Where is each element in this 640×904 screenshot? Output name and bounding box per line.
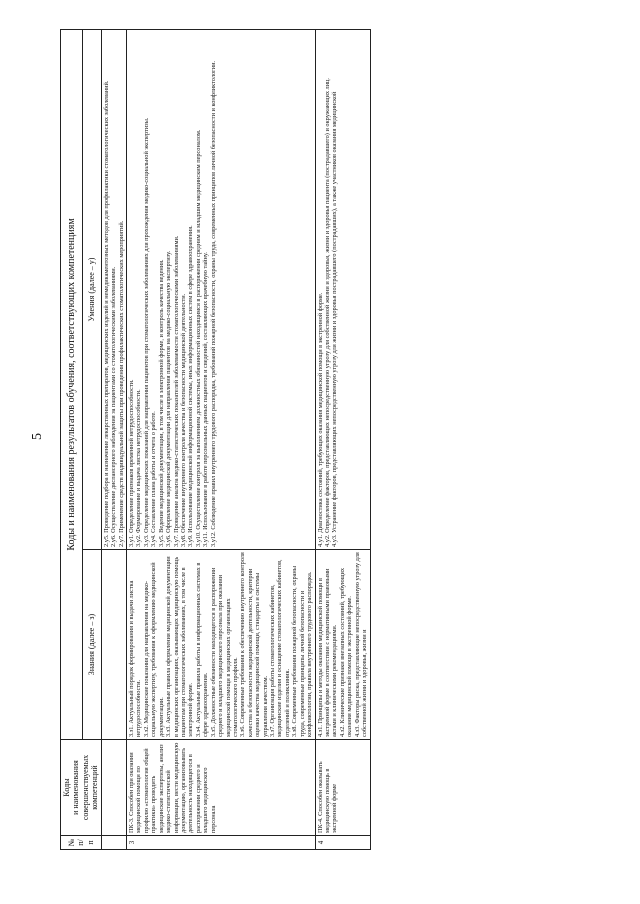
table-row <box>315 29 370 849</box>
header-skills: Умения (далее – у) <box>83 29 102 549</box>
knowledge-cell: 3.з1. Актуальный порядок формирования и выдачи листка нетрудоспособности. 3.з2. Медицинские показания для направления на медико-социальную экспертизу, требования к оформлению медицинской документации. 3.з3. Актуальные правила оформления медицинской документации в медицинских организациях, оказывающих медицинскую помощь пациентам при стоматологических заболеваниях, в том числе в электронной форме. 3.з4. Актуальные правила работы в информационных системах в сфере здравоохранения. 3.з5. Должностные обязанности находящегося в распоряжении среднего и младшего медицинского персонала при оказании медицинской помощи в медицинских организациях стоматологического профиля. 3.з6. Современные требования к обеспечению внутреннего контроля качества и безопасности медицинской деятельности, критерии оценки качества медицинской помощи, стандарты и системы управления качеством. 3.з7. Организация работы стоматологических кабинетов, медицинские изделия и оснащение стоматологических кабинетов, отделений и поликлиник. 3.з8. Современные требования пожарной безопасности, охраны труда, современные принципы личной безопасности и конфликтологии, правила внутреннего трудового распорядка. <box>127 550 316 740</box>
table-row <box>127 29 316 849</box>
skills-cell: 3.у1. Определение признаков временной нетрудоспособности. 3.у2. Формирование и выдача листка нетрудоспособности. 3.у3. Определение медицинских показаний для направления пациентов при стоматологических заболеваниях для прохождения медико-социальной экспертизы. 3.у4. Составление плана работы и отчета о работе. 3.у5. Ведение медицинской документации, в том числе в электронной форме, и контроль качества ведения. 3.у6. Оформление медицинской документации для направления пациентов на медико-социальную экспертизу. 3.у7. Проведение анализа медико-статистических показателей заболеваемости стоматологическими заболеваниями. 3.у8. Обеспечение внутреннего контроля качества и безопасности медицинской деятельности. 3.у9. Использование медицинской информационной системы, иных информационных систем в сфере здравоохранения. 3.у10. Осуществление контроля за выполнением должностных обязанностей находящимся в распоряжении средним и младшим медицинским персоналом. 3.у11. Использование в работе персональных данных пациентов и сведений, составляющих врачебную тайну. 3.у12. Соблюдение правил внутреннего трудового распорядка, требований пожарной безопасности, охраны труда, современных принципов личной безопасности и конфликтологии. <box>127 29 316 549</box>
row-number: 3 <box>127 836 316 850</box>
skills-cell: 2.у5. Проведение подбора и назначение лекарственных препаратов, медицинских изделий и немедикаментозных методов для профилактики стоматологических заболеваний. 2.у6. Осуществление диспансерного наблюдения за пациентами со стоматологическими заболеваниями. 2.у7. Применение средств индивидуальной защиты при проведении профилактических стоматологических мероприятий. <box>101 29 126 549</box>
page-number: 5 <box>30 433 45 440</box>
header-results: Коды и наименования результатов обучения, соответствующих компетенциям <box>61 29 83 739</box>
row-number <box>101 836 126 850</box>
knowledge-cell <box>101 550 126 740</box>
knowledge-cell: 4.з1. Принципы и методы оказания медицинской помощи в экстренной форме в соответствии с нормативными правовыми актами и клиническими рекомендациями. 4.з2. Клинические признаки внезапных состояний, требующих оказания медицинской помощи в экстренной форме. 4.з3. Факторы риска, представляющие непосредственную угрозу для собственной жизни и здоровья, жизни и <box>315 550 370 740</box>
header-number: № п/п <box>61 836 102 850</box>
table-row <box>101 29 126 849</box>
competence-table <box>60 29 371 850</box>
skills-cell: 4.у1. Диагностика состояний, требующих оказания медицинской помощи в экстренной форме. 4.у2. Определение факторов, представляющих непосредственную угрозу для собственной жизни и здоровья, жизни и здоровья пациента (пострадавшего) и окружающих лиц. 4.у3. Устранение факторов, представляющих непосредственную угрозу для жизни и здоровья пострадавшего (пострадавших), а также участников оказания медицинской <box>315 29 370 549</box>
rotated-table-container <box>60 30 600 850</box>
header-knowledge: Знания (далее – з) <box>83 550 102 740</box>
competence-cell: ПК-4. Способен оказывать медицинскую помощь в экстренной форме <box>315 740 370 836</box>
competence-cell: ПК-3. Способен при оказании медицинской помощи по профилю «стоматология общей практики» проводить медицинские экспертизы, анализ медико-статистической информации, вести медицинскую документацию, организовывать деятельность находящегося в распоряжении среднего и младшего медицинского персонала <box>127 740 316 836</box>
competence-cell <box>101 740 126 836</box>
row-number: 4 <box>315 836 370 850</box>
header-competence: Коды и наименования совершенствуемых компетенций <box>61 740 102 836</box>
